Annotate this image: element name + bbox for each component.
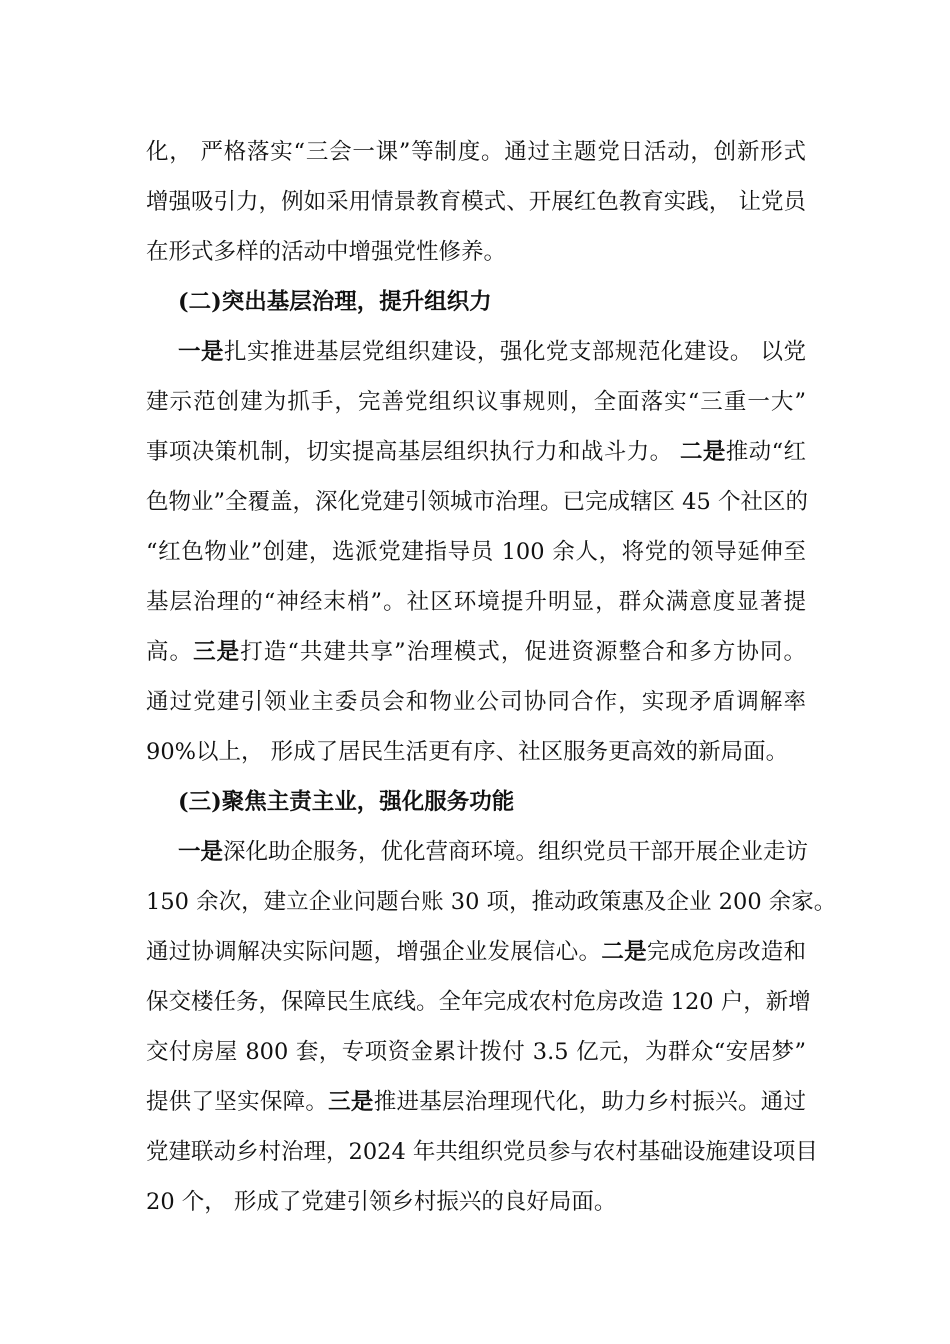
text-line xyxy=(146,585,806,619)
line-text: “红色物业”创建，选派党建指导员 100 余人，将党的领导延伸至 xyxy=(146,539,806,565)
line-text: 事项决策机制，切实提高基层组织执行力和战斗力。 xyxy=(146,439,681,465)
point-lead: 一是 xyxy=(178,339,224,365)
text-line xyxy=(146,635,806,669)
line-text: 深化助企服务，优化营商环境。组织党员干部开展企业走访 xyxy=(223,839,809,865)
line-text: 建示范创建为抓手，完善党组织议事规则，全面落实“三重一大” xyxy=(146,389,806,415)
line-text: 推进基层治理现代化，助力乡村振兴。通过 xyxy=(373,1089,806,1115)
line-text: 提供了坚实保障。 xyxy=(146,1089,329,1115)
line-text: 扎实推进基层党组织建设，强化党支部规范化建设。 以党 xyxy=(224,339,806,365)
text-line xyxy=(146,985,811,1019)
text-line xyxy=(146,485,806,519)
text-line xyxy=(178,835,809,869)
line-text: 基层治理的“神经末梢”。社区环境提升明显，群众满意度显著提 xyxy=(146,589,806,615)
text-line xyxy=(146,885,837,919)
heading-text: (二)突出基层治理，提升组织力 xyxy=(178,289,492,315)
point-lead: 三是 xyxy=(193,639,241,665)
line-text: 增强吸引力，例如采用情景教育模式、开展红色教育实践， 让党员 xyxy=(146,189,806,215)
line-text: 交付房屋 800 套，专项资金累计拨付 3.5 亿元，为群众“安居梦” xyxy=(146,1039,806,1065)
line-text: 党建联动乡村治理，2024 年共组织党员参与农村基础设施建设项目 xyxy=(146,1139,818,1165)
point-lead: 二是 xyxy=(601,939,647,965)
text-line xyxy=(146,135,806,169)
text-line xyxy=(146,1035,806,1069)
text-line xyxy=(146,1135,818,1169)
line-text: 90%以上， 形成了居民生活更有序、社区服务更高效的新局面。 xyxy=(146,739,789,765)
text-line xyxy=(146,1085,806,1119)
line-text: 150 余次，建立企业问题台账 30 项，推动政策惠及企业 200 余家。 xyxy=(146,889,837,915)
text-line xyxy=(146,935,806,969)
line-text: 色物业”全覆盖，深化党建引领城市治理。已完成辖区 45 个社区的 xyxy=(146,489,808,515)
line-text: 通过协调解决实际问题，增强企业发展信心。 xyxy=(146,939,602,965)
text-line xyxy=(146,385,806,419)
line-text: 化， 严格落实“三会一课”等制度。通过主题党日活动，创新形式 xyxy=(146,139,806,165)
section-heading xyxy=(178,285,806,319)
text-line xyxy=(146,435,806,469)
text-line xyxy=(146,535,806,569)
text-line xyxy=(146,235,806,269)
text-line xyxy=(146,185,806,219)
heading-text: (三)聚焦主责主业，强化服务功能 xyxy=(178,789,515,815)
line-text: 高。 xyxy=(146,639,194,665)
section-heading xyxy=(178,785,806,819)
text-line xyxy=(178,335,806,369)
line-text: 保交楼任务，保障民生底线。全年完成农村危房改造 120 户，新增 xyxy=(146,989,811,1015)
line-text: 完成危房改造和 xyxy=(646,939,806,965)
point-lead: 二是 xyxy=(680,439,726,465)
point-lead: 三是 xyxy=(328,1089,374,1115)
text-line xyxy=(146,735,806,769)
line-text: 在形式多样的活动中增强党性修养。 xyxy=(146,239,507,265)
line-text: 推动“红 xyxy=(725,439,806,465)
line-text: 20 个， 形成了党建引领乡村振兴的良好局面。 xyxy=(146,1189,617,1215)
point-lead: 一是 xyxy=(178,839,224,865)
text-line xyxy=(146,685,806,719)
line-text: 通过党建引领业主委员会和物业公司协同合作，实现矛盾调解率 xyxy=(146,689,806,715)
line-text: 打造“共建共享”治理模式，促进资源整合和多方协同。 xyxy=(240,639,806,665)
text-line xyxy=(146,1185,806,1219)
